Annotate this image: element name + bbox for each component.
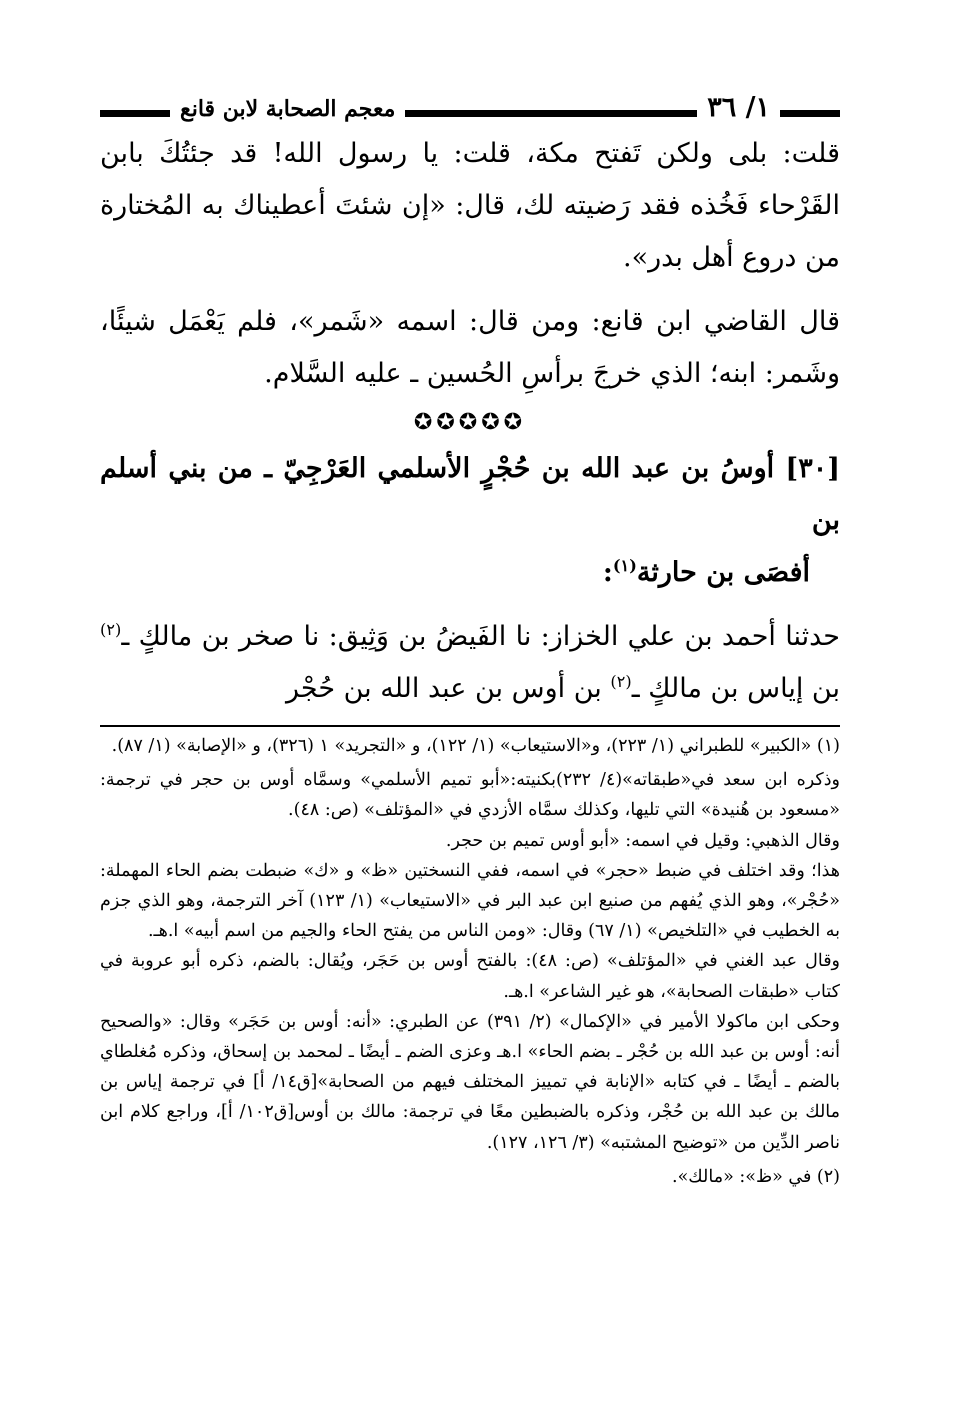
footnote-para [100,856,840,947]
text-fragment: بن إياس بن مالكٍ ـ [631,673,840,704]
footnote-line: «ومن الناس من يفتح الحاء والجيم من اسم أبيه» ا.هـ. [147,921,537,942]
paragraph-1 [100,128,840,284]
text-line: قلت: بلى ولكن تَفتح مكة، قلت: يا رسول الله! قد جئتُكَ بابن [100,138,840,169]
text-line: القَرْحاء فَخُذه فقد رَضيته لك، قال: «إن شئتَ أعطيناك به المُختارة من [100,190,840,273]
footnote-line: «الإصابة» (١/ ٨٧). [111,736,247,756]
entry-heading [100,443,840,599]
footnote-line: وذكره بالضبطين معًا في ترجمة: مالك بن أوس[ق١٠٢/ أ]، وراجع كلام ابن ناصر [100,1102,840,1153]
footnote-line: (١) «الكبير» للطبراني (١/ ٢٢٣)، و«الاستيعاب» (١/ ١٢٢)، و «التجريد» ١ (٣٢٦)، و [252,736,840,756]
footnote-rule [100,725,840,727]
paragraph-2 [100,296,840,400]
book-page [100,88,840,1192]
footnote-para [100,826,840,856]
running-header [100,88,840,128]
text-line: حدثنا أحمد بن علي الخزاز: نا الفَيضُ بن وَثِيق: نا صخر بن [201,621,840,652]
text-line: دروع أهل بدر». [623,242,797,273]
footnote-ref: (٢) [610,672,632,691]
text-fragment: بن أوس بن عبد الله بن حُجْر [286,673,611,704]
book-title: معجم الصحابة لابن قانع [170,96,405,122]
page-number: ١/ ٣٦ [697,92,780,123]
footnote-line: هذا؛ وقد اختلف في ضبط «حجر» في اسمه، ففي النسختين «ظ» و «ك» ضبطت بضم [207,860,840,881]
text-line: قال القاضي ابن قانع: ومن قال: اسمه «شَمر»، فلم يَعْمَل شيئًا، [100,306,840,337]
footnote-line: (٢) في «ظ»: «مالك». [672,1166,840,1187]
footnote-line: ترجمة: «مسعود بن هُنيدة» التي تليها، وكذلك سمَّاه الأزدي في «المؤتلف» (ص: ٤٨). [100,770,840,821]
section-separator: ✪✪✪✪✪ [413,410,527,435]
text-line: وشَمر: ابنه؛ الذي خرجَ برأسِ الحُسين ـ عليه السَّلام. [264,358,840,389]
footnote-line: الدِّين من «توضيح المشتبه» (٣/ ١٢٦، ١٢٧). [486,1132,800,1153]
entry-heading-line: [٣٠] أوسُ بن عبد الله بن حُجْرٍ الأسلمي العَرْجِيّ ـ من بني أسلم بن [100,453,840,536]
footnote-line: الحاء المهملة: «حُجْر»، وهو الذي يُفهم من صنيع ابن عبد البر في «الاستيعاب» [100,860,840,912]
isnad-paragraph [100,611,840,715]
footnote-para [100,946,840,1006]
footnote-2 [100,1162,840,1192]
footnote-para [100,1007,840,1158]
footnote-line: أيضًا ـ لمحمد بن إسحاق، وذكره مُغلطاي بالضم ـ أيضًا ـ في كتابه «الإنابة في تمييز [100,1042,840,1093]
footnote-line: وقال الذهبي: وقيل في اسمه: «أبو أوس تميم بن حجر. [445,830,840,851]
footnote-1 [100,731,840,761]
footnote-ref: (١) [612,556,637,575]
footnote-line: وقال: «والصحيح أنه: أوس بن عبد الله بن حُجْر ـ بضم الحاء» ا.هـ وعزى الضم ـ [100,1011,840,1063]
footnote-line: وقال عبد الغني في «المؤتلف» (ص: ٤٨): بالفتح أوس بن حَجَر، ويُقال: بالضم، ذكره [208,951,841,972]
footnote-line: وحكى ابن ماكولا الأمير في «الإكمال» (٢/ ٣٩١) عن الطبري: «أنه: أوس بن حَجَر» [228,1011,840,1032]
footnotes [100,731,840,1192]
footnote-line: أبو عروبة في كتاب «طبقات الصحابة»، هو غير الشاعر» ا.هـ. [100,951,840,1002]
footnote-line: (١/ ١٢٣) آخر الترجمة، وهو الذي جزم به الخطيب في «التلخيص» (١/ ٦٧) وقال: [100,891,840,942]
footnote-ref: (٢) [100,620,122,639]
entry-heading-line: أفصَى بن حارثة [636,557,810,588]
main-text [100,128,840,715]
text-fragment: مالكٍ ـ [121,621,193,652]
footnote-line: وذكره ابن سعد في«طبقاته»(٤/ ٢٣٢)بكنيته:«أبو تميم الأسلمي» وسمَّاه أوس بن حجر في [159,770,840,791]
footnote-para [100,765,840,825]
footnote-line: المختلف فيهم من الصحابة»[ق١٤/ أ] في ترجمة إياس بن مالك بن عبد الله بن حُجْر، [100,1072,840,1123]
entry-colon: : [602,557,613,588]
